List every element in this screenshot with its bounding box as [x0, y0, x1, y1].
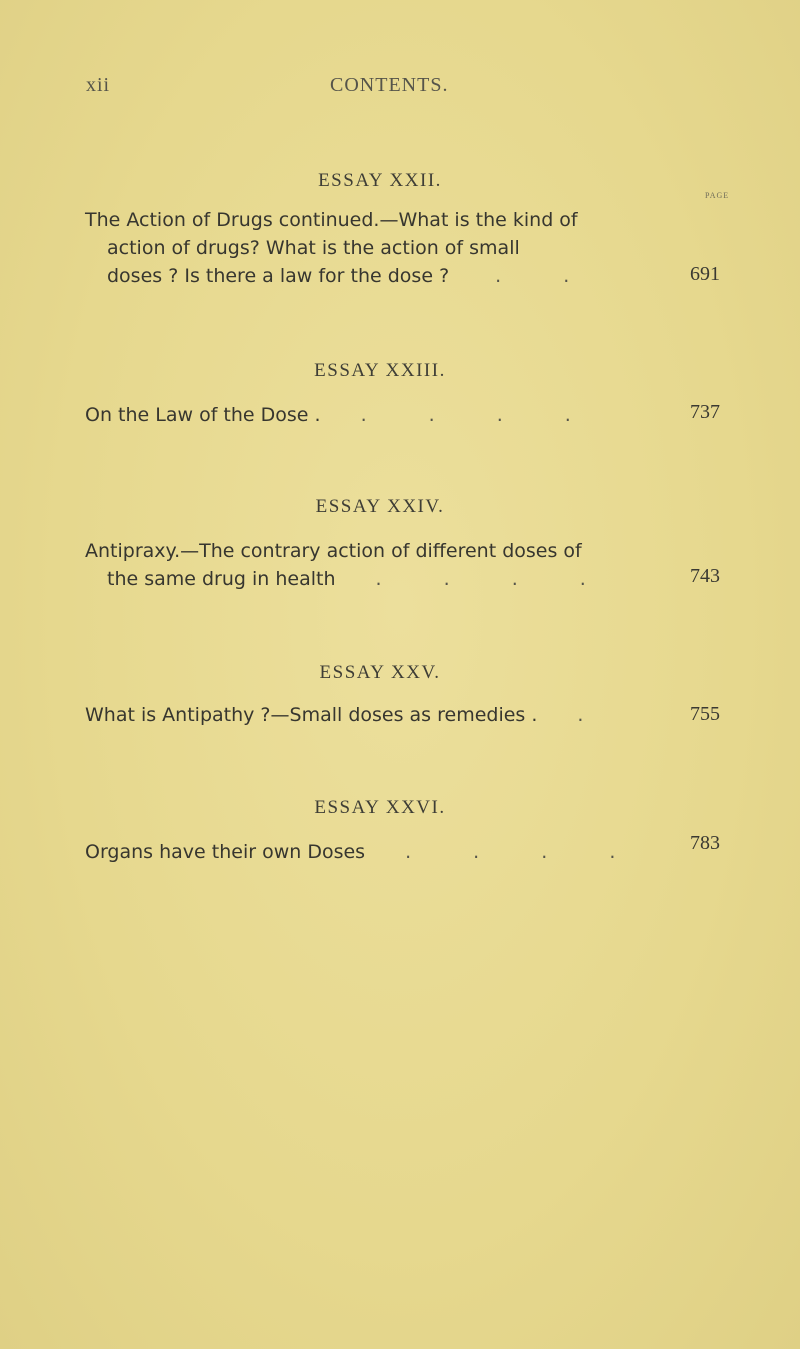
toc-entry-xxiii: [85, 401, 655, 429]
dot-leader: . . . .: [375, 568, 614, 590]
essay-heading-xxiv: ESSAY XXIV.: [315, 496, 445, 517]
entry-line-text: the same drug in health: [107, 568, 336, 590]
entry-line-text: Organs have their own Doses: [85, 841, 366, 863]
entry-line: [85, 262, 655, 290]
essay-heading-xxiii: ESSAY XXIII.: [314, 360, 446, 381]
entry-line-text: What is Antipathy ?—Small doses as remedies .: [85, 704, 538, 726]
page-number-xxii: 691: [690, 263, 720, 285]
essay-heading-xxv: ESSAY XXV.: [319, 662, 441, 683]
page-folio: xii: [86, 74, 111, 96]
entry-line: [85, 701, 655, 729]
entry-line-text: On the Law of the Dose .: [85, 404, 321, 426]
dot-leader: . .: [495, 265, 598, 287]
page-running-title: CONTENTS.: [330, 74, 449, 96]
toc-entry-xxiv: [85, 537, 655, 593]
essay-heading-xxvi: ESSAY XXVI.: [314, 797, 446, 818]
entry-line: [85, 565, 655, 593]
entry-line: The Action of Drugs continued.—What is the kind of: [85, 209, 578, 231]
page-number-xxiii: 737: [690, 401, 720, 423]
entry-line-text: doses ? Is there a law for the dose ?: [107, 265, 450, 287]
essay-heading-xxii: ESSAY XXII.: [318, 170, 442, 191]
toc-entry-xxvi: [85, 838, 655, 866]
entry-line: Antipraxy.—The contrary action of different doses of: [85, 540, 582, 562]
page-column-label: PAGE: [705, 191, 730, 200]
toc-entry-xxv: [85, 701, 655, 729]
dot-leader: .: [577, 704, 612, 726]
page-number-xxiv: 743: [690, 565, 720, 587]
page-number-xxv: 755: [690, 703, 720, 725]
entry-line: [85, 401, 655, 429]
entry-line: [85, 838, 655, 866]
toc-entry-xxii: [85, 206, 655, 290]
page-number-xxvi: 783: [690, 832, 720, 854]
dot-leader: . . . .: [360, 404, 599, 426]
dot-leader: . . . .: [405, 841, 644, 863]
entry-line: action of drugs? What is the action of small: [107, 237, 520, 259]
